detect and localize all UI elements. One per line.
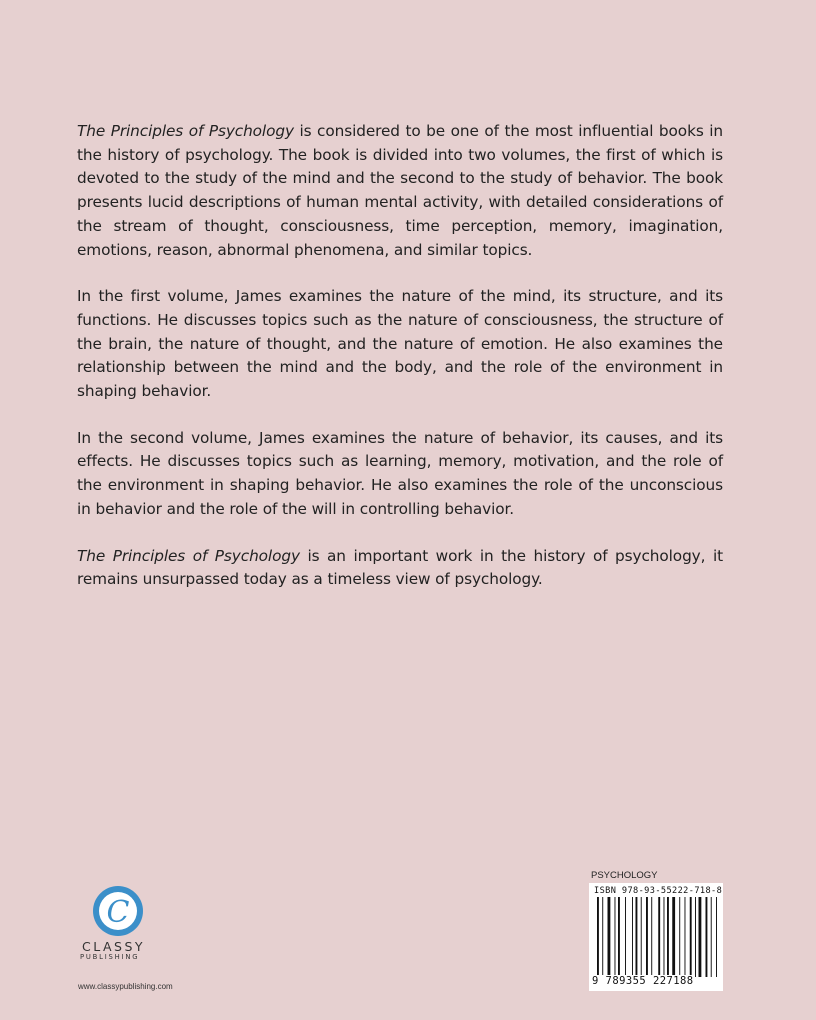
back-cover-blurb bbox=[77, 120, 723, 615]
barcode-bar bbox=[672, 897, 675, 977]
publisher-website: www.classypublishing.com bbox=[78, 982, 173, 991]
publisher-subtitle: PUBLISHING bbox=[80, 953, 140, 961]
barcode-bar bbox=[690, 897, 692, 977]
blurb-paragraph-3: In the second volume, James examines the nature of behavior, its causes, and its effects. He discusses topics such as learning, memory, motivation, and the role of the environment in shaping behavior. He also examines the role of the unconscious in behavior and the role of the will in controlling behavior. bbox=[77, 428, 723, 518]
barcode-bar bbox=[716, 897, 717, 977]
blurb-paragraph-4 bbox=[77, 545, 723, 592]
barcode-bar bbox=[706, 897, 708, 977]
barcode-bar bbox=[695, 897, 696, 977]
book-title: The Principles of Psychology bbox=[77, 546, 300, 565]
book-title: The Principles of Psychology bbox=[77, 122, 294, 140]
barcode-bar bbox=[679, 897, 680, 977]
barcode-bar bbox=[658, 897, 660, 977]
barcode-bar bbox=[632, 897, 633, 977]
barcode-bar bbox=[608, 897, 611, 977]
logo-letter: C bbox=[106, 895, 130, 930]
barcode-bar bbox=[597, 897, 599, 977]
publisher-name: CLASSY bbox=[82, 939, 146, 954]
blurb-paragraph-2: In the first volume, James examines the nature of the mind, its structure, and its functions. He discusses topics such as the nature of consciousness, the structure of the brain, the nature of thought, and the nature of emotion. He also examines the relationship between the mind and the body, and the role of the environment in shaping behavior. bbox=[77, 287, 723, 401]
blurb-paragraph-1-text: is considered to be one of the most influential books in the history of psychology. The book is divided into two volumes, the first of which is devoted to the study of the mind and the second to the study of behavior. The book presents lucid descriptions of human mental activity, with detailed considerations of the stream of thought, consciousness, time perception, memory, imagination, emotions, reason, abnormal phenomena, and similar topics. bbox=[77, 122, 723, 259]
barcode-digits: 9 789355 227188 bbox=[592, 975, 694, 987]
publisher-logo-icon bbox=[92, 885, 144, 937]
blurb-paragraph-1 bbox=[77, 120, 723, 262]
publisher-logo bbox=[78, 885, 158, 961]
barcode-bar bbox=[602, 897, 603, 977]
barcode-bar bbox=[685, 897, 686, 977]
barcode-bar bbox=[664, 897, 665, 977]
barcode-bar bbox=[641, 897, 642, 977]
barcode-bar bbox=[625, 897, 626, 977]
barcode-bar bbox=[651, 897, 652, 977]
barcode-bar bbox=[646, 897, 648, 977]
book-category: PSYCHOLOGY bbox=[591, 870, 658, 881]
blurb-paragraph-4-text: is an important work in the history of psychology, it remains unsurpassed today as a timeless view of psychology. bbox=[77, 546, 723, 589]
isbn-label: ISBN 978-93-55222-718-8 bbox=[594, 886, 723, 896]
barcode-bar bbox=[615, 897, 616, 977]
barcode-bar bbox=[711, 897, 712, 977]
barcode-bar bbox=[618, 897, 620, 977]
barcode-bar bbox=[636, 897, 638, 977]
barcode-bar bbox=[667, 897, 669, 977]
barcode-bar bbox=[699, 897, 702, 977]
